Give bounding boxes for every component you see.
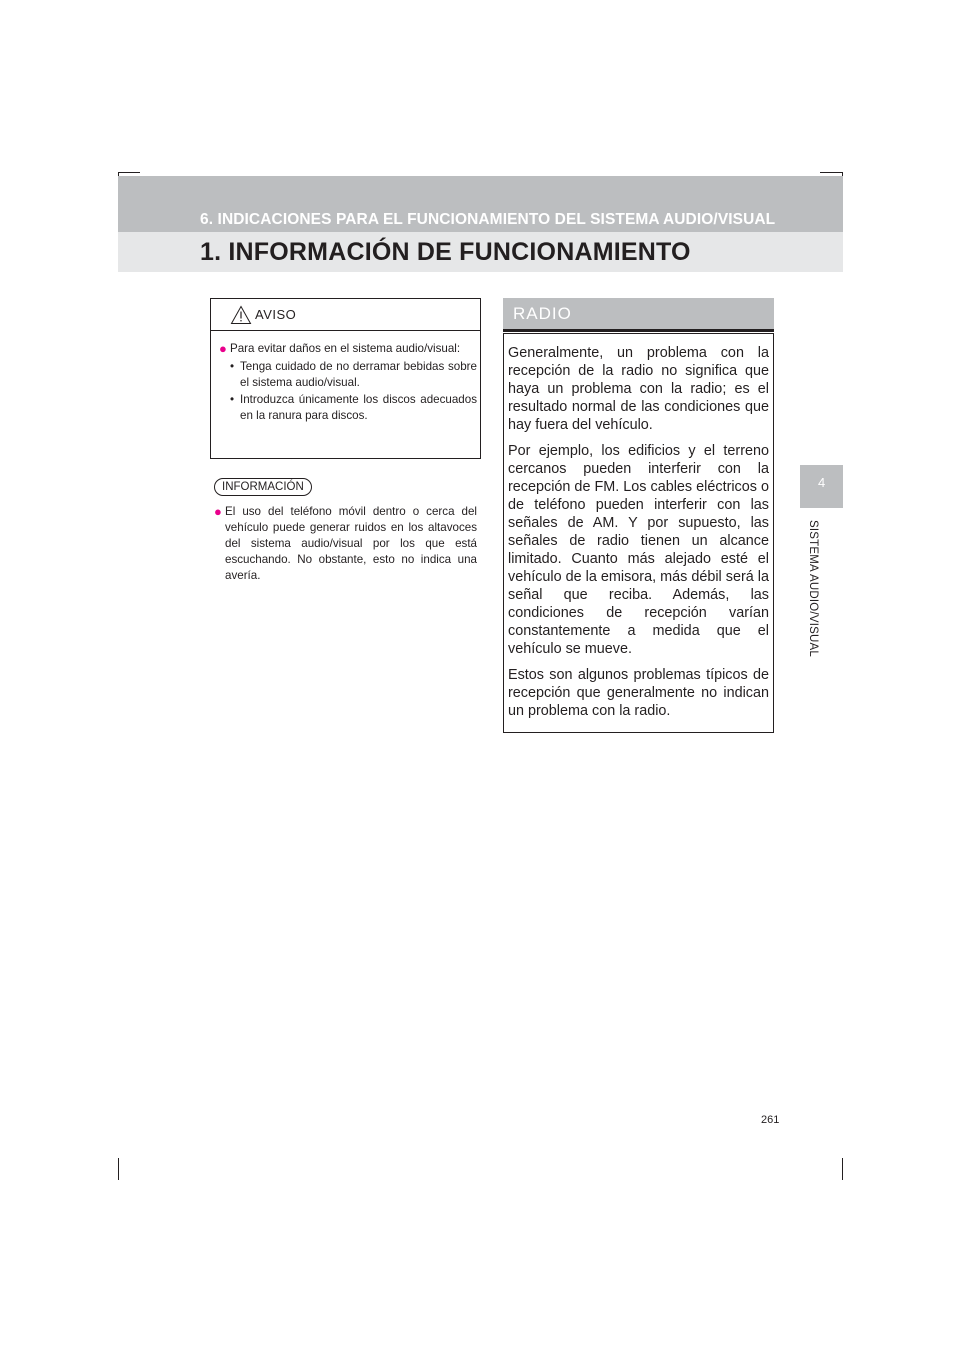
info-bullet-text: El uso del teléfono móvil dentro o cerca del vehículo puede generar ruidos en los altavoces del sistema audio/visual por los que está escuchando. No obstante, esto no indica una avería. [225, 505, 477, 582]
info-label: INFORMACIÓN [214, 478, 312, 496]
info-bullet [214, 504, 477, 584]
radio-header-rule [503, 329, 774, 332]
notice-sub-list [219, 359, 477, 424]
radio-paragraph: Por ejemplo, los edificios y el terreno cercanos pueden interferir con la recepción de FM. Los cables eléctricos o de teléfono pueden interferir con las señales de AM. Y por supuesto, las señales de radio tienen un alcance limitado. Cuanto más alejado esté el vehículo de la emisora, más débil será la señal que reciba. Además, las condiciones de recepción varían constantemente a medida que el vehículo se mueve. [508, 443, 769, 657]
chapter-number: 4 [818, 475, 826, 490]
notice-box [210, 298, 481, 459]
chapter-label [803, 520, 823, 680]
radio-paragraph: Estos son algunos problemas típicos de recepción que generalmente no indican un problema con la radio. [508, 667, 769, 719]
crop-mark [118, 172, 140, 173]
warning-triangle-icon [230, 305, 252, 325]
info-body [214, 504, 477, 584]
notice-sub-item-text: Introduzca únicamente los discos adecuados en la ranura para discos. [240, 393, 477, 422]
page-number: 261 [761, 1114, 780, 1126]
radio-title: RADIO [513, 304, 572, 323]
crop-mark [820, 172, 842, 173]
bullet-icon: ● [214, 504, 222, 519]
radio-body [508, 344, 769, 728]
notice-bullet-text: Para evitar daños en el sistema audio/visual: [230, 342, 461, 355]
notice-body [219, 341, 477, 424]
list-item [230, 392, 477, 424]
chapter-label-text: SISTEMA AUDIO/VISUAL [807, 520, 819, 657]
radio-paragraph: Generalmente, un problema con la recepción de la radio no significa que haya un problema con la radio; es el resultado normal de las condiciones que hay fuera del vehículo. [508, 345, 769, 433]
notice-sub-item-text: Tenga cuidado de no derramar bebidas sobre el sistema audio/visual. [240, 360, 477, 389]
notice-title: AVISO [255, 307, 297, 322]
notice-header [211, 299, 480, 331]
section-title: 6. INDICACIONES PARA EL FUNCIONAMIENTO DEL SISTEMA AUDIO/VISUAL [200, 211, 776, 228]
sub-bullet-icon: • [230, 360, 235, 373]
notice-bullet [219, 341, 477, 357]
bullet-icon: ● [219, 341, 227, 356]
crop-mark [842, 1158, 843, 1180]
sub-bullet-icon: • [230, 393, 235, 406]
crop-mark [118, 1158, 119, 1180]
list-item [230, 359, 477, 391]
page-title: 1. INFORMACIÓN DE FUNCIONAMIENTO [200, 238, 691, 266]
